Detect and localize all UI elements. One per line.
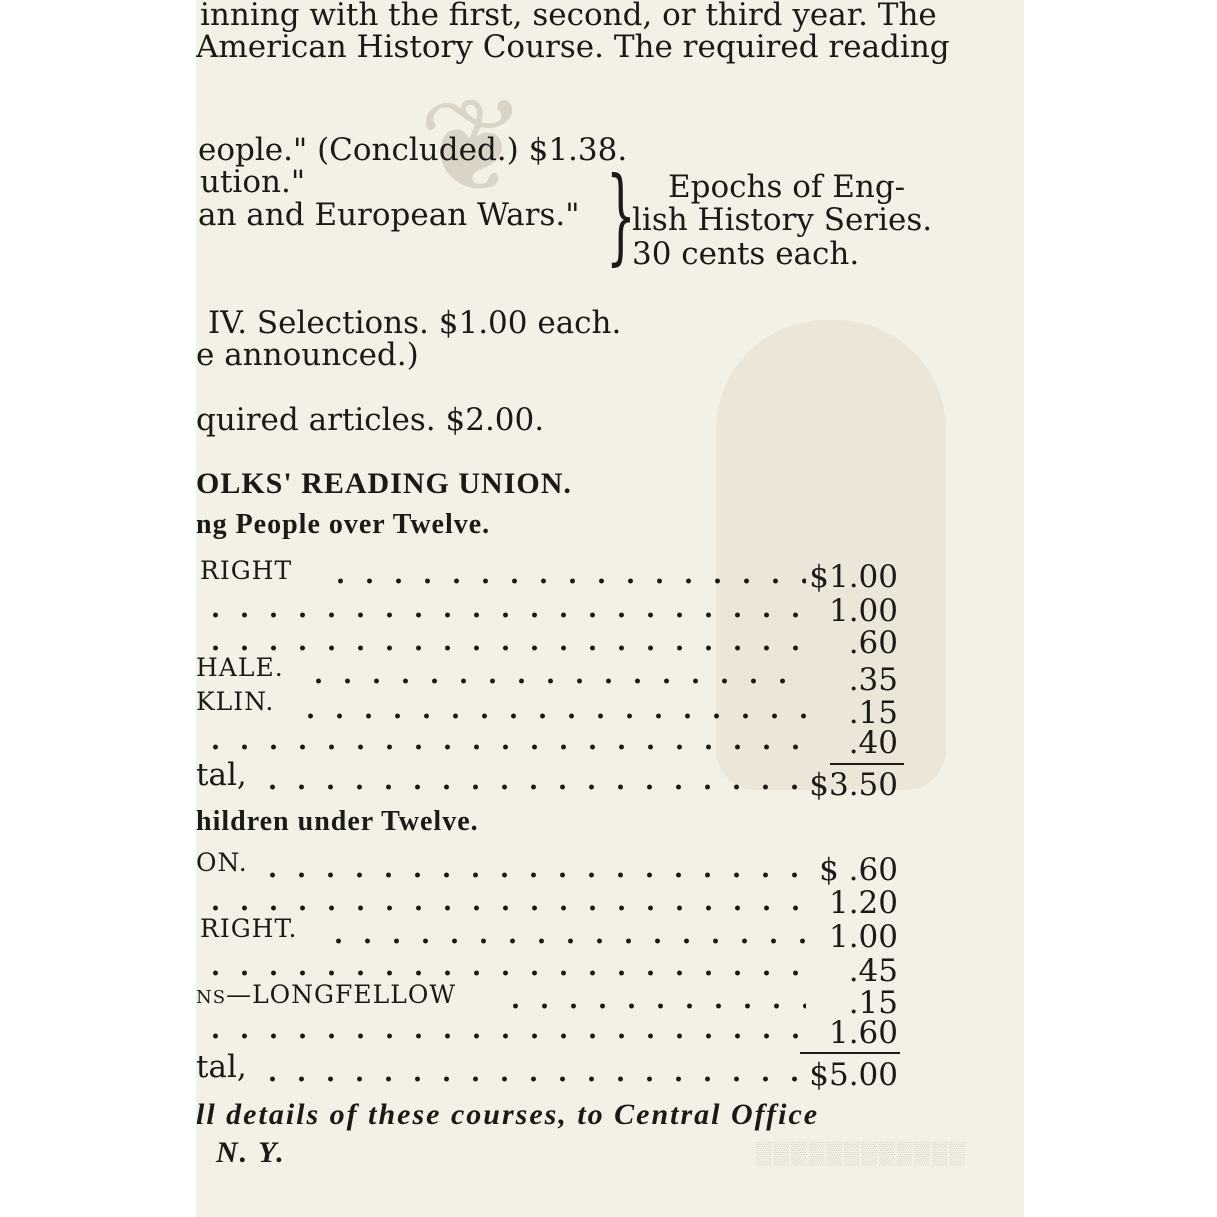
leader-dots xyxy=(258,872,806,878)
younger-row-2-price: 1.20 xyxy=(828,885,898,921)
leader-dots xyxy=(501,1003,806,1009)
selections-line-2: e announced.) xyxy=(196,337,419,373)
leader-dots xyxy=(258,1076,806,1082)
leader-dots xyxy=(201,970,806,976)
leader-dots xyxy=(258,784,806,790)
older-row-4-price: .35 xyxy=(848,662,898,698)
footer-line-2: N. Y. xyxy=(216,1136,286,1169)
leader-dots xyxy=(201,905,806,911)
bleed-through-text: ▒▒▒▒▒▒▒▒▒▒▒▒ xyxy=(756,1140,968,1165)
younger-row-4-price: .45 xyxy=(848,953,898,989)
younger-row-6-price: 1.60 xyxy=(828,1015,898,1051)
articles-line: quired articles. $2.00. xyxy=(196,402,545,438)
leader-dots xyxy=(201,744,806,750)
older-row-1-label: RIGHT xyxy=(200,556,293,585)
leader-dots xyxy=(201,612,806,618)
intro-line-1: inning with the first, second, or third year. The xyxy=(200,0,937,33)
younger-row-3-price: 1.00 xyxy=(828,919,898,955)
younger-total-label: tal, xyxy=(196,1049,247,1085)
older-row-5-price: .15 xyxy=(848,695,898,731)
younger-row-5-price: .15 xyxy=(848,985,898,1021)
epochs-line-3: 30 cents each. xyxy=(632,236,860,272)
older-row-5-label: KLIN. xyxy=(196,687,275,716)
younger-row-5-label: ns—LONGFELLOW xyxy=(196,980,457,1009)
younger-row-1-price: $ .60 xyxy=(819,852,898,888)
wars-line: an and European Wars." xyxy=(198,197,580,233)
brace-icon: } xyxy=(606,154,636,276)
older-row-1-price: $1.00 xyxy=(809,559,898,595)
older-row-3-price: .60 xyxy=(848,625,898,661)
older-row-4-label: HALE. xyxy=(196,653,284,682)
leader-dots xyxy=(201,645,806,651)
older-heading: ng People over Twelve. xyxy=(196,509,491,540)
younger-total: $5.00 xyxy=(809,1057,898,1093)
leader-dots xyxy=(201,1033,806,1039)
union-title: OLKS' READING UNION. xyxy=(196,467,572,500)
people-line: eople." (Concluded.) $1.38. xyxy=(198,132,628,168)
bleed-through-art: ❦ xyxy=(418,76,527,220)
leader-dots xyxy=(324,938,806,944)
leader-dots xyxy=(296,713,806,719)
sum-rule xyxy=(830,763,904,765)
older-row-6-price: .40 xyxy=(848,725,898,761)
older-total: $3.50 xyxy=(809,767,898,803)
epochs-line-2: lish History Series. xyxy=(632,202,933,238)
selections-line-1: IV. Selections. $1.00 each. xyxy=(208,305,622,341)
revolution-line: ution." xyxy=(200,164,306,200)
epochs-line-1: Epochs of Eng- xyxy=(668,169,906,205)
intro-line-2: American History Course. The required reading xyxy=(196,29,950,65)
footer-line-1: ll details of these courses, to Central Office xyxy=(196,1098,820,1131)
older-total-label: tal, xyxy=(196,757,247,793)
leader-dots xyxy=(326,578,806,584)
sum-rule xyxy=(800,1052,900,1054)
younger-row-3-label: RIGHT. xyxy=(200,914,298,943)
older-row-2-price: 1.00 xyxy=(828,593,898,629)
younger-row-1-label: ON. xyxy=(196,848,248,877)
scanned-page xyxy=(196,0,1024,1217)
younger-heading: hildren under Twelve. xyxy=(196,806,479,837)
leader-dots xyxy=(304,678,806,684)
